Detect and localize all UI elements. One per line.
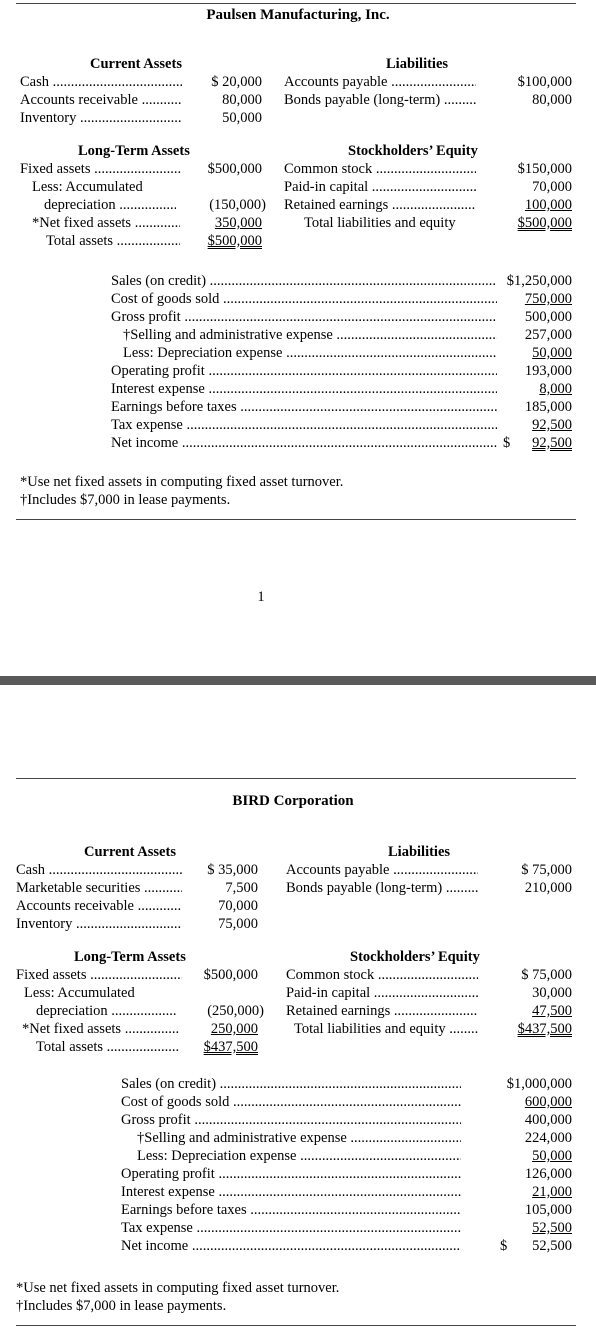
income-value: 400,000 xyxy=(524,1112,572,1128)
company-title: BIRD Corporation xyxy=(232,793,354,809)
marketable-securities-label: Marketable securities ..... xyxy=(16,880,182,897)
bonds-value: 210,000 xyxy=(524,880,572,896)
top-rule xyxy=(16,778,576,779)
income-label: †Selling and administrative expense ..... xyxy=(123,327,497,344)
income-label: Operating profit ..... xyxy=(111,363,497,380)
income-label: Cost of goods sold ..... xyxy=(121,1094,461,1111)
income-label: Tax expense ..... xyxy=(121,1220,461,1237)
long-term-assets-heading: Long-Term Assets xyxy=(74,949,186,965)
fixed-assets-label: Fixed assets ..... xyxy=(20,161,182,178)
ap-value: $100,000 xyxy=(517,74,572,90)
total-liab-equity-value: $500,000 xyxy=(517,215,572,231)
bonds-label: Bonds payable (long-term) ..... xyxy=(286,880,478,897)
net-income-label: Net income ..... xyxy=(111,435,497,452)
income-label: Tax expense ..... xyxy=(111,417,497,434)
net-income-dollar: $ xyxy=(503,435,511,451)
paid-in-value: 30,000 xyxy=(532,985,572,1001)
footnote-net-fixed: *Use net fixed assets in computing fixed asset turnover. xyxy=(20,474,344,490)
income-label: Gross profit ..... xyxy=(111,309,497,326)
net-fixed-value: 350,000 xyxy=(214,215,262,231)
income-value: $1,000,000 xyxy=(506,1076,572,1092)
ap-label: Accounts payable ..... xyxy=(286,862,478,879)
equity-heading: Stockholders’ Equity xyxy=(350,949,480,965)
marketable-securities-value: 7,500 xyxy=(225,880,258,896)
income-value: $1,250,000 xyxy=(506,273,572,289)
retained-value: 100,000 xyxy=(524,197,572,213)
ap-label: Accounts payable ..... xyxy=(284,74,476,91)
retained-value: 47,500 xyxy=(532,1003,572,1019)
current-assets-heading: Current Assets xyxy=(90,56,182,72)
depreciation-label: depreciation ..... xyxy=(44,197,176,214)
income-label: Interest expense ..... xyxy=(111,381,497,398)
current-assets-heading: Current Assets xyxy=(84,844,176,860)
fixed-assets-value: $500,000 xyxy=(203,967,258,983)
income-value: 92,500 xyxy=(532,417,572,433)
bonds-label: Bonds payable (long-term) ..... xyxy=(284,92,476,109)
income-label: Sales (on credit) ..... xyxy=(111,273,497,290)
income-value: 52,500 xyxy=(532,1220,572,1236)
income-label: Earnings before taxes ..... xyxy=(121,1202,461,1219)
income-value: 600,000 xyxy=(524,1094,572,1110)
fixed-assets-value: $500,000 xyxy=(207,161,262,177)
income-value: 126,000 xyxy=(524,1166,572,1182)
cash-label: Cash ..... xyxy=(16,862,182,879)
total-liab-equity-label: Total liabilities and equity xyxy=(304,215,456,231)
bonds-value: 80,000 xyxy=(532,92,572,108)
paid-in-label: Paid-in capital ..... xyxy=(286,985,478,1002)
paid-in-label: Paid-in capital ..... xyxy=(284,179,476,196)
common-stock-value: $150,000 xyxy=(517,161,572,177)
common-stock-value: $ 75,000 xyxy=(521,967,572,983)
income-value: 8,000 xyxy=(539,381,572,397)
total-assets-label: Total assets ..... xyxy=(46,233,180,250)
income-label: Earnings before taxes ..... xyxy=(111,399,497,416)
income-value: 224,000 xyxy=(524,1130,572,1146)
less-accum-label: Less: Accumulated xyxy=(32,179,143,195)
equity-heading: Stockholders’ Equity xyxy=(348,143,478,159)
cash-value: $ 20,000 xyxy=(211,74,262,90)
less-accum-label: Less: Accumulated xyxy=(24,985,135,1001)
footnote-rule xyxy=(16,519,576,520)
income-value: 50,000 xyxy=(532,1148,572,1164)
cash-label: Cash ..... xyxy=(20,74,182,91)
paid-in-value: 70,000 xyxy=(532,179,572,195)
fixed-assets-label: Fixed assets ..... xyxy=(16,967,182,984)
liabilities-heading: Liabilities xyxy=(386,56,449,72)
income-label: Less: Depreciation expense ..... xyxy=(137,1148,461,1165)
income-label: Interest expense ..... xyxy=(121,1184,461,1201)
net-income-label: Net income ..... xyxy=(121,1238,461,1255)
footnote-lease: †Includes $7,000 in lease payments. xyxy=(20,492,231,508)
cash-value: $ 35,000 xyxy=(207,862,258,878)
long-term-assets-heading: Long-Term Assets xyxy=(78,143,190,159)
total-liab-equity-value: $437,500 xyxy=(517,1021,572,1037)
net-fixed-label: *Net fixed assets ..... xyxy=(22,1021,180,1038)
retained-label: Retained earnings ..... xyxy=(284,197,476,214)
footnote-rule xyxy=(16,1325,576,1326)
company-title: Paulsen Manufacturing, Inc. xyxy=(206,7,390,23)
income-value: 185,000 xyxy=(524,399,572,415)
ar-value: 70,000 xyxy=(218,898,258,914)
income-label: Less: Depreciation expense ..... xyxy=(123,345,497,362)
top-rule xyxy=(16,3,576,4)
ar-label: Accounts receivable ..... xyxy=(20,92,182,109)
inventory-value: 50,000 xyxy=(222,110,262,126)
income-value: 750,000 xyxy=(524,291,572,307)
income-value: 193,000 xyxy=(524,363,572,379)
inventory-label: Inventory ..... xyxy=(16,916,182,933)
income-label: Operating profit ..... xyxy=(121,1166,461,1183)
total-assets-label: Total assets ..... xyxy=(36,1039,180,1056)
page-separator xyxy=(0,676,596,685)
inventory-value: 75,000 xyxy=(218,916,258,932)
total-assets-value: $500,000 xyxy=(207,233,262,249)
total-liab-equity-label: Total liabilities and equity ..... xyxy=(294,1021,478,1038)
income-value: 500,000 xyxy=(524,309,572,325)
footnote-lease: †Includes $7,000 in lease payments. xyxy=(16,1298,227,1314)
ar-label: Accounts receivable ..... xyxy=(16,898,182,915)
ar-value: 80,000 xyxy=(222,92,262,108)
inventory-label: Inventory ..... xyxy=(20,110,182,127)
depreciation-value: (250,000) xyxy=(207,1003,264,1019)
ap-value: $ 75,000 xyxy=(521,862,572,878)
income-label: †Selling and administrative expense ..... xyxy=(137,1130,461,1147)
net-income-value: 92,500 xyxy=(532,435,572,451)
income-label: Gross profit ..... xyxy=(121,1112,461,1129)
net-income-value: 52,500 xyxy=(532,1238,572,1254)
income-value: 257,000 xyxy=(524,327,572,343)
income-value: 50,000 xyxy=(532,345,572,361)
footnote-net-fixed: *Use net fixed assets in computing fixed asset turnover. xyxy=(16,1280,340,1296)
income-label: Sales (on credit) ..... xyxy=(121,1076,461,1093)
depreciation-value: (150,000) xyxy=(209,197,266,213)
depreciation-label: depreciation ..... xyxy=(36,1003,176,1020)
income-label: Cost of goods sold ..... xyxy=(111,291,497,308)
total-assets-value: $437,500 xyxy=(203,1039,258,1055)
liabilities-heading: Liabilities xyxy=(388,844,451,860)
income-value: 105,000 xyxy=(524,1202,572,1218)
net-fixed-label: *Net fixed assets ..... xyxy=(32,215,180,232)
retained-label: Retained earnings ..... xyxy=(286,1003,478,1020)
income-value: 21,000 xyxy=(532,1184,572,1200)
common-stock-label: Common stock ..... xyxy=(284,161,476,178)
net-fixed-value: 250,000 xyxy=(210,1021,258,1037)
page-number: 1 xyxy=(257,589,265,605)
common-stock-label: Common stock ..... xyxy=(286,967,478,984)
net-income-dollar: $ xyxy=(500,1238,508,1254)
